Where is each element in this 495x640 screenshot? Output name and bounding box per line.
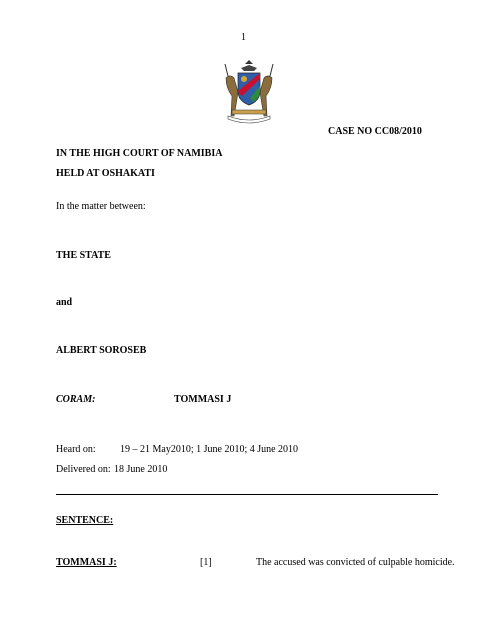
heard-dates: 19 – 21 May2010; 1 June 2010; 4 June 2010	[120, 444, 299, 455]
judgment-judge-label: TOMMASI J:	[56, 557, 117, 568]
party-accused: ALBERT SOROSEB	[56, 345, 147, 356]
sentence-heading: SENTENCE:	[56, 515, 114, 526]
horizontal-divider	[56, 494, 438, 495]
court-name: IN THE HIGH COURT OF NAMIBIA	[56, 148, 223, 159]
heard-label: Heard on:	[56, 444, 96, 455]
coat-of-arms-icon	[220, 56, 278, 126]
party-state: THE STATE	[56, 250, 111, 261]
case-number: CASE NO CC08/2010	[328, 126, 422, 137]
court-location: HELD AT OSHAKATI	[56, 168, 155, 179]
party-connector: and	[56, 297, 73, 308]
page-number: 1	[241, 32, 246, 43]
delivered-label: Delivered on:	[56, 464, 111, 475]
matter-between: In the matter between:	[56, 201, 146, 212]
coram-label: CORAM:	[56, 394, 96, 405]
paragraph-number: [1]	[200, 557, 212, 568]
paragraph-text: The accused was convicted of culpable homicide.	[256, 557, 455, 568]
delivered-date: 18 June 2010	[114, 464, 168, 475]
coram-judge: TOMMASI J	[174, 394, 232, 405]
